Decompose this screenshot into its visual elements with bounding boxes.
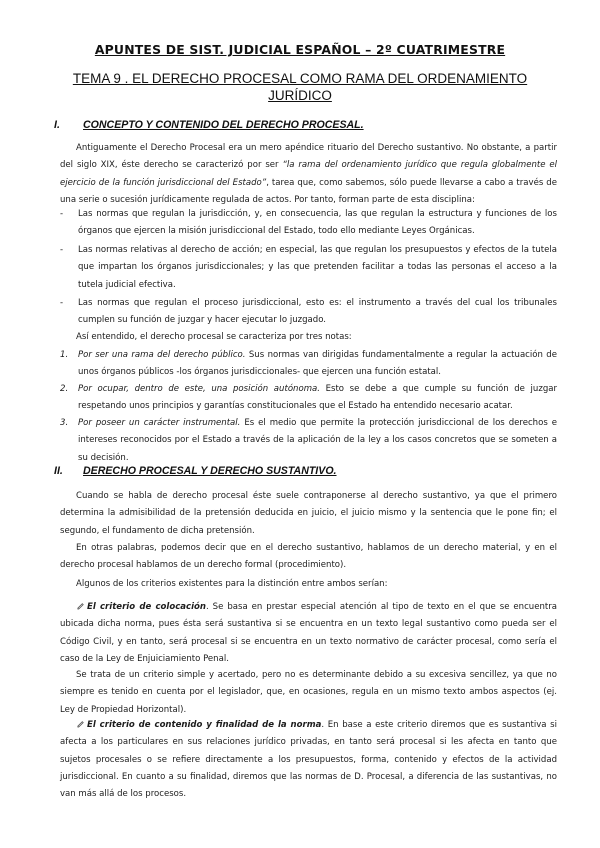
list-item-text: Por poseer un carácter instrumental. Es el medio que permite la protección jurisdiccional de los derechos e intereses reconocidos por el Estado a través de la aplicación de la ley a los casos concretos que se someten a su decisión.	[78, 418, 557, 463]
paragraph-notes-intro: Así entendido, el derecho procesal se caracteriza por tres notas:	[76, 332, 352, 342]
paragraph-text: Antiguamente el Derecho Procesal era un mero apéndice rituario del Derecho sustantivo. No obstante, a partir del siglo XIX, éste derecho se caracterizó por ser	[60, 143, 557, 171]
paragraph-material-formal: En otras palabras, podemos decir que en el derecho sustantivo, hablamos de un derecho material, y en el derecho procesal hablamos de un derecho formal (procedimiento).	[60, 543, 557, 571]
list-item-text: Las normas relativas al derecho de acción; en especial, las que regulan los presupuestos y efectos de la tutela que impartan los órganos jurisdiccionales; y las que pretenden facilitar a todas las personas el acceso a la tutela judicial efectiva.	[78, 245, 557, 290]
list-item-text: Por ocupar, dentro de este, una posición autónoma. Esto se debe a que cumple su función de juzgar respetando unos principios y garantías constitucionales que el Estado ha entendido necesario acatar.	[78, 384, 558, 412]
list-number: 1.	[60, 350, 69, 360]
section-title: DERECHO PROCESAL Y DERECHO SUSTANTIVO.	[83, 465, 337, 477]
section-title: CONCEPTO Y CONTENIDO DEL DERECHO PROCESAL.	[83, 119, 364, 131]
definition-quote: “la rama del ordenamiento jurídico que regula globalmente el ejercicio de la función jurisdiccional del Estado”	[60, 160, 558, 188]
paragraph-contrast: Cuando se habla de derecho procesal éste suele contraponerse al derecho sustantivo, ya que el primero determina la admisibilidad de la pretensión deducida en juicio, el juicio mismo y la sentencia que le pone fin; el segundo, el fundamento de dicha pretensión.	[60, 491, 557, 536]
criterion-name: El criterio de colocación	[87, 602, 206, 612]
paragraph-intro	[60, 140, 557, 209]
bullet-mark: -	[60, 209, 64, 219]
paragraph-criterion-note: Se trata de un criterio simple y acertado, pero no es determinante debido a su excesiva sencillez, ya que no siempre es tenido en cuenta por el legislador, que, en ocasiones, regula en un mismo texto ambos aspectos (ej. Ley de Propiedad Horizontal).	[60, 670, 557, 715]
section-heading-2	[54, 465, 337, 477]
criterion-name: El criterio de contenido y finalidad de la norma	[87, 720, 322, 730]
section-number: II.	[54, 465, 63, 477]
pen-icon	[76, 719, 85, 728]
list-item-text: Por ser una rama del derecho público. Sus normas van dirigidas fundamentalmente a regular la actuación de unos órganos públicos -los órganos jurisdiccionales- que ejercen una función estatal.	[78, 350, 557, 378]
list-number: 2.	[60, 384, 69, 394]
paragraph-text: . Se basa en prestar especial atención al tipo de texto en el que se encuentra ubicada dicha norma, pues ésta será sustantiva si se encuentra en un texto legal sustantivo como pueda ser el Código Civil, y en tanto, será procesal si se encuentra en un texto normativo de carácter procesal, como sería el caso de la Ley de Enjuiciamiento Penal.	[60, 602, 557, 664]
document-header: APUNTES DE SIST. JUDICIAL ESPAÑOL – 2º CUATRIMESTRE	[94, 42, 506, 57]
section-heading-1	[54, 119, 364, 131]
list-number: 3.	[60, 418, 69, 428]
section-number: I.	[54, 119, 60, 131]
paragraph-criterion-placement	[60, 599, 557, 668]
list-item-text: Las normas que regulan el proceso jurisdiccional, esto es: el instrumento a través del cual los tribunales cumplen su función de juzgar y hacer ejecutar lo juzgado.	[78, 298, 557, 326]
pen-icon	[76, 601, 85, 610]
bullet-mark: -	[60, 298, 64, 308]
paragraph-criteria-intro: Algunos de los criterios existentes para la distinción entre ambos serían:	[76, 579, 388, 589]
paragraph-text: , tarea que, como sabemos, sólo puede llevarse a cabo a través de una serie o sucesión jurídicamente regulada de actos. Por tanto, forman parte de esta disciplina:	[60, 177, 557, 205]
paragraph-text: . En base a este criterio diremos que es sustantiva si afecta a los particulares en sus relaciones jurídico privadas, en tanto será procesal si les afecta en tanto que sujetos procesales o se refiere directamente a los presupuestos, forma, contenido y efectos de la actividad jurisdiccional. En cuanto a su finalidad, diremos que las normas de D. Procesal, a diferencia de las sustantivas, no van más allá de los procesos.	[60, 720, 557, 800]
bullet-mark: -	[60, 245, 64, 255]
list-item-text: Las normas que regulan la jurisdicción, y, en consecuencia, las que regulan la estructura y funciones de los órganos que ejercen la misión jurisdiccional del Estado, todo ello mediante Leyes Orgánicas.	[78, 209, 557, 237]
paragraph-criterion-content	[60, 717, 557, 803]
page-title: TEMA 9 . EL DERECHO PROCESAL COMO RAMA DEL ORDENAMIENTO JURÍDICO	[72, 71, 528, 103]
